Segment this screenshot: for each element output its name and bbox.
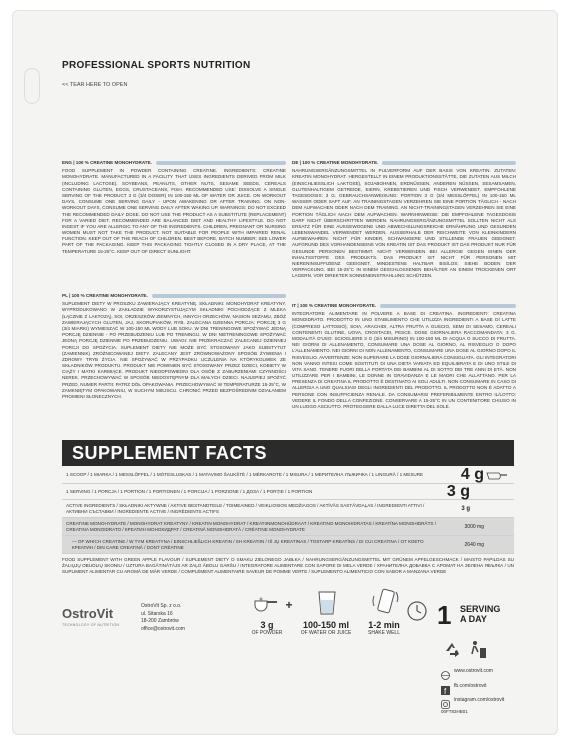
sf-scoop-label: 1 SCOOP / 1 MIARKA / 1 MESSLÖFFEL / 1 MÓTESLUSKAS / 1 MATAVIMO ŠAUKŠTĖ / 1 MĒRKAROTE / 1 MISURA / 1 МЕРИТЕЛНА ЛЪЖИЧКА / 1 LINGURĂ / 1 MESURE (66, 472, 424, 477)
dose-powder-label: OF POWDER (251, 630, 283, 636)
ostrovit-logo: OstroVit (62, 606, 114, 621)
eng-body: FOOD SUPPLEMENT IN POWDER CONTAINING CREATINE. INGREDIENTS: CREATINE MONOHYDRATE. MANUFACTURED IN A FACILITY THAT USES INGREDIENTS DERIVED FROM MILK (INCLUDING LACTOSE), SOYBEANS, PEANUTS, OTHER NUTS, SESAME SEEDS, CEREALS CONTAINING GLUTEN, EGGS, CRUSTACEANS, FISH. RECOMMENDED USE: DISSOLVE A SINGLE SERVING OF THE PRODUCT 3 G (3/4 DOSER) IN 100-150 ML OF WATER OR JUICE. ON WORKOUT DAYS, CONSUME ONE SERVING DAILY - UPON AWAKENING OR AFTER TRAINING. ON NON-WORKOUT DAYS, CONSUME ONE SERVING DAILY AFTER WAKING UP. WARNINGS: DO NOT EXCEED THE RECOMMENDED DAILY DOSE. DO NOT USE THE PRODUCT AS A SUBSTITUTE (REPLACEMENT) FOR A VARIED DIET. RECOMMENDED ARE BALANCED DIET AND HEALTHY LIFESTYLE. DO NOT INGEST IF YOU ARE ALLERGIC TO ANY OF THE INGREDIENTS. CHILDREN, PREGNANT OR NURSING WOMEN MUST NOT TAKE THE PRODUCT. NOT SUITABLE FOR PEOPLE WITH IMPAIRED RENAL FUNCTION. KEEP OUT OF THE REACH OF CHILDREN. BEST BEFORE, BATCH NUMBER: SEE LOWER PART OF THE PACKAGING. KEEP THIS PACKAGING TIGHTLY CLOSED IN A DRY PLACE, AT THE TEMPERATURE 15-25°C. KEEP OUT OF DIRECT SUNLIGHT. (62, 168, 286, 254)
company-city: 18-200 Zambrów (141, 618, 179, 624)
dose-powder-amount: 3 g (260, 620, 274, 630)
sf-row-of-which (62, 536, 514, 554)
shaker-icon (370, 586, 400, 621)
dose-shake-label: SHAKE WELL (368, 630, 400, 636)
serving-count: 1 (437, 600, 452, 630)
recycle-icon (443, 641, 461, 664)
tear-instruction: << TEAR HERE TO OPEN (62, 82, 128, 88)
de-body: NAHRUNGSERGÄNZUNGSMITTEL IN PULVERFORM AUF DER BASIS VON KREATIN. ZUTATEN: KREATIN MONOHYDRAT. HERGESTELLT IN EINEM PRODUKTIONSSTÄTTE, DIE ZUTATEN AUS MILCH (EINSCHLIESSLICH LAKTOSE), SOJABOHNEN, ERDNÜSSEN, ANDEREN NÜSSEN, SESAMSAMEN, GLUTENHALTIGEM GETREIDE, EIERN, KREBSTIEREN UND FISCH VERWENDET. EMPFOHLENE TAGESDOSIS: 3 G. GEBRAUCHSANWEISUNG: PORTION 3 G (3/4 MESSLÖFFEL) IN 100-150 ML WASSER ODER SAFT AUF. AN TRAININGSTAGEN VERZEHREN SIE EINE PORTION TÄGLICH - NACH DEM AUFWACHEN ODER NACH DEM TRAINING. AN NICHT-TRAININGSTAGEN VERZEHREN SIE EINE PORTION TÄGLICH NACH DEM AUFWACHEN. WARNHINWEISE: DIE EMPFOHLENE TAGESDOSIS DARF NICHT ÜBERSCHRITTEN WERDEN. NAHRUNGSERGÄNZUNGSMITTEL SOLLTEN NICHT ALS ERSATZ FÜR EINE AUSGEWOGENE UND ABWECHSLUNGSREICHE ERNÄHRUNG UND GESUNDEN LEBENSWANDEL VERWENDET WERDEN. AUSSERHALB DER REICHWEITE VON KLEINKINDERN AUFBEWAHREN. NICHT FÜR KINDER, SCHWANGERE UND STILLENDE FRAUEN GEEIGNET. AUFGRUND DES VORHANDENSEINS VON KREATIN IST DAS PRODUKT IST DAS PRODUKT NUR FÜR GESUNDE PERSONEN BESTIMMT. NICHT VERWENDEN BEI ALLERGIE GEGEN EINEN DER INHALTSSTOFFE DES PRODUKTS. DAS PRODUKT IST NICHT FÜR PERSONEN MIT NIERENINSUFFIZIENZ GEEIGNET. MINDESTENS HALTBAR BIS/LOS: SIEHE BODEN DER VERPACKUNG. BEI 15-25°C IN EINEM GESCHLOSSENEN BEHÄLTER AN EINEM TROCKENEN ORT LAGERN. VOR DIREKTER SONNENEINSTRAHLUNG SCHÜTZEN. (292, 168, 516, 279)
ostrovit-logo-subtitle: TECHNOLOGY OF NUTRITION (62, 623, 120, 627)
apple-flavour-note: FOOD SUPPLEMENT WITH GREEN APPLE FLAVOUR / SUPLEMENT DIETY O SMAKU ZIELONEGO JABŁKA / NAHRUNGSERGÄNZUNGSMITTEL MIT GRÜNEM APFELGESCHMACK / MAISTO PAPILDAS SU ŽALIŲJŲ OBUOLIŲ SKONIU / UZTURA BAGĀTINĀTĀJS AR ZAĻO ĀBOLU GARŠU / INTEGRATORE ALIMENTARE CON SAPORE DI MELA VERDE / ХРАНИТЕЛНА ДОБАВКА С АРОМАТ НА ЗЕЛЕНА ЯБЪЛКА / UN SUPLIMENT ALIMENTAR CU AROMĂ DE MĂR VERDE / COMPLÉMENT ALIMENTAIRE SAVEUR DE POMME VERTE / SUPLEMENTO ALIMENTICIO CON SABOR A MANZANA VERDE (62, 557, 514, 575)
tear-corner (24, 68, 40, 104)
de-heading-bar (382, 161, 516, 165)
eng-section (62, 160, 286, 288)
it-heading-bar (380, 304, 516, 308)
svg-text:f: f (444, 687, 447, 695)
scoop-powder-icon (253, 596, 279, 617)
dose-liquid-amount: 100-150 ml (302, 620, 350, 630)
it-heading-row (292, 303, 516, 309)
supplement-facts-title: SUPPLEMENT FACTS (62, 440, 514, 466)
pl-heading: PL | 100 % CREATINE MONOHYDRATE. (62, 293, 148, 298)
dose-powder (249, 620, 285, 636)
it-body: INTEGRATORE ALIMENTARE IN POLVERE A BASE DI CREATINA. INGREDIENTI: CREATINA MONOIDRATO. PRODOTTO IN UNO STABILIMENTO CHE UTILIZZA INGREDIENTI A BASE DI LATTE (COMPRESO LATTOSIO), SOIA, ARACHIDI, ALTRA FRUTTA A GUSCIO, SEMI DI SESAMO, CEREALI CONTENENTI GLUTINE, UOVA, CROSTACEI, PESCE. DOSE GIORNALIERA RACCOMANDATA: 3 G. MODALITÀ D'USO: SCIOGLIERE 3 G (3/4 MISURINO) IN 100-150 ML DI ACQUA O SUCCO DI FRUTTA. NEI GIORNI DI ALLENAMENTO, CONSUMARE UNA DOSE AL GIORNO, AL RISVEGLIO O DOPO L'ALLENAMENTO. NEI GIORNI DI NON ALLENAMENTO, CONSUMARE UNA DOSE AL GIORNO DOPO IL RISVEGLIO. AVVERTENZE: NON SUPERARE LA DOSE GIORNALIERA CONSIGLIATA. GLI INTEGRATORI NON VANNO INTESI COME SOSTITUTI DI UNA DIETA VARIATA ED EQUILIBRATA E DI UNO STILE DI VITA SANO. TENERE FUORI DELLA PORTATA DEI BAMBINI AL DI SOTTO DEI TRE ANNI DI ETÀ. NON UTILIZZARE PER I BAMBINI, LE DONNE IN GRAVIDANZA E LE MADRI CHE ALLATTANO. PER LA PRESENZA DI CREATINA IL PRODOTTO È DESTINATO AI SOLI ADULTI. NON CONSUMARE IN CASO DI ALLERGIA A UNO QUALSIASI DEGLI INGREDIENTI DEL PRODOTTO. IL PRODOTTO NON È ADATTO A PERSONE CON INSUFFICIENZA RENALE. DA CONSUMARSI PREFERIBILMENTE ENTRO IL/LOTTO: VEDERE IL FONDO DELLA CONFEZIONE. CONSERVARE A 15-25°C IN UN CONTENITORE CHIUSO IN UN LUOGO ASCIUTTO. PROTEGGERE DALLA LUCE DIRETTA DEL SOLE. (292, 311, 516, 409)
pl-section (62, 293, 286, 430)
company-street: ul. Sitarska 16 (141, 610, 173, 617)
dose-shake (364, 620, 404, 636)
sf-active-label: ACTIVE INGREDIENTS / SKŁADNIKI AKTYWNE / AKTIVE BESTANDTEILE / TOIMEAINED / VEIKLIOSIOS MEDŽIAGOS / AKTĪVĀS SASTĀVDAĻAS / INGREDIENTI ATTIVI / АКТИВНИ СЪСТАВКИ / INGREDIENTE ACTIVE / INGRÉDIENTS ACTIFS (66, 503, 425, 514)
sf-serving-value: 3 g (446, 483, 470, 500)
company-name: OstroVit Sp. z o.o. (141, 603, 182, 609)
eng-heading: ENG | 100 % CREATINE MONOHYDRATE. (62, 160, 152, 165)
it-heading: IT | 100 % CREATINE MONOHYDRATE. (292, 303, 377, 308)
it-section (292, 303, 516, 438)
page-title: PROFESSIONAL SPORTS NUTRITION (62, 60, 251, 71)
sf-row-serving (62, 484, 514, 500)
dose-liquid (296, 620, 356, 636)
facebook-link[interactable]: fb.com/ostrovit (454, 683, 487, 689)
sf-creatine-value: 3000 mg (464, 524, 484, 530)
company-email: office@ostrovit.com (141, 625, 185, 632)
sf-of-which-value: 2640 mg (464, 542, 484, 548)
tidyman-icon (470, 640, 488, 665)
sf-serving-label: 1 SERVING / 1 PORCJA / 1 PORTION / 1 PORTIONEN / 1 PORCIJA / 1 PORZIONE / 1 ДОЗА / 1 PORȚIE / 1 PORTION (66, 489, 313, 494)
sf-creatine-label: CREATINE MONOHYDRATE / MONOHYDRAT KREATYNY / KREATIN MONOHYDRAT / KREATIINMONOHÜDRAAT / KREATINO MONOHIDRATAS / KREATĪNA MONOHIDRĀTS / CREATINA MONOIDRATO / КРЕАТИН МОНОХИДРАТ / CREATINĂ MONOHIDRATĂ / CRÉATINE MONOHYDRATE (66, 521, 436, 532)
serving-label (460, 604, 500, 625)
de-heading-row (292, 160, 516, 166)
pl-heading-bar (152, 294, 286, 298)
dose-liquid-label: OF WATER OR JUICE (300, 630, 352, 636)
sf-of-which-label: — OF WHICH CREATINE / W TYM KREATYNA / EINSCHLIEßLICH KREATIN / SH KREATIIN / IŠ JŲ KREATINAS / TOSTARP KREATĪNS / DI CUI CREATINA / ОТ КОЕТО КРЕАТИН / DIN CARE CREATINĂ / DONT CRÉATINE (72, 539, 424, 550)
lot-number: 00FT83HB01 (441, 709, 468, 714)
eng-heading-bar (156, 161, 286, 165)
de-section (292, 160, 516, 300)
sf-scoop-value: 4 g (460, 466, 484, 483)
plus-sign: + (285, 598, 293, 612)
serving-label-line2: A DAY (460, 614, 487, 625)
pl-heading-row (62, 293, 286, 299)
instagram-link[interactable]: instagram.com/ostrovit (454, 697, 505, 703)
sf-row-active (62, 500, 514, 518)
pl-body: SUPLEMENT DIETY W PROSZKU ZAWIERAJĄCY KREATYNĘ. SKŁADNIKI: MONOHYDRAT KREATYNY. WYPRODUKOWANO W ZAKŁADZIE WYKORZYSTUJĄCYM SKŁADNIKI POCHODZĄCE Z MLEKA (ŁĄCZNIE Z LAKTOZĄ), SOI, ORZESZKÓW ZIEMNYCH, INNYCH ORZECHÓW, NASION SEZAMU, ZBÓŻ ZAWIERAJĄCYCH GLUTEN, JAJ, SKORUPIAKÓW, RYB. ZALECANA DZIENNA PORCJA: PORCJĘ 3 G (3/4 MIARKI) WYMIESZAĆ W 100-150 ML WODY LUB SOKU. W DNI TRENINGOWE SPOŻYWAĆ JEDNĄ PORCJĘ DZIENNIE - PO PRZEBUDZENIU LUB PO TRENINGU. W DNI NIETRENINGOWE SPOŻYWAĆ JEDNĄ PORCJĘ DZIENNIE PO PRZEBUDZENIU. UWAGI: NIE PRZEKRACZAĆ ZALECANEJ DZIENNEJ PORCJI DO SPOŻYCIA. SUPLEMENT DIETY NIE MOŻE BYĆ STOSOWANY JAKO SUBSTYTUT (ZAMIENNIK) ZRÓŻNICOWANEJ DIETY. ZALECANY JEST ZRÓWNOWAŻONY SPOSÓB ŻYWIENIA I ZDROWY TRYB ŻYCIA. NIE SPOŻYWAĆ W PRZYPADKU UCZULENIA NA KTÓRYKOLWIEK ZE SKŁADNIKÓW PRODUKTU. PRODUKT NIE POWINIEN BYĆ STOSOWANY PRZEZ DZIECI, KOBIETY W CIĄŻY I MATKI KARMIĄCE. PRODUKT NIEODPOWIEDNI DLA OSÓB Z ZABURZENIAMI CZYNNOŚCI NEREK. PRZECHOWYWAĆ W SPOSÓB NIEDOSTĘPNYM DLA MAŁYCH DZIECI. NAJLEPIEJ SPOŻYĆ PRZED, NUMER PARTII: PATRZ DÓŁ OPAKOWANIA. PRZECHOWYWAĆ W TEMPERATURZE 15-25°C, W ZAMKNIĘTYM OPAKOWANIU, W SUCHYM MIEJSCU. CHRONIĆ PRZED BEZPOŚREDNIM DZIAŁANIEM PROMIENI SŁONECZNYCH. (62, 301, 286, 399)
de-heading: DE | 100 % CREATINE MONOHYDRATE. (292, 160, 379, 165)
website-link[interactable]: www.ostrovit.com (454, 668, 493, 674)
eng-heading-row (62, 160, 286, 166)
sf-row-creatine (62, 518, 514, 536)
sf-active-value: 3 g (461, 506, 470, 512)
serving-label-line1: SERVING (460, 604, 501, 614)
clock-icon (406, 600, 428, 627)
company-address (141, 603, 185, 633)
sf-row-scoop (62, 466, 514, 484)
glass-icon (313, 588, 341, 621)
dose-shake-amount: 1-2 min (368, 620, 400, 630)
